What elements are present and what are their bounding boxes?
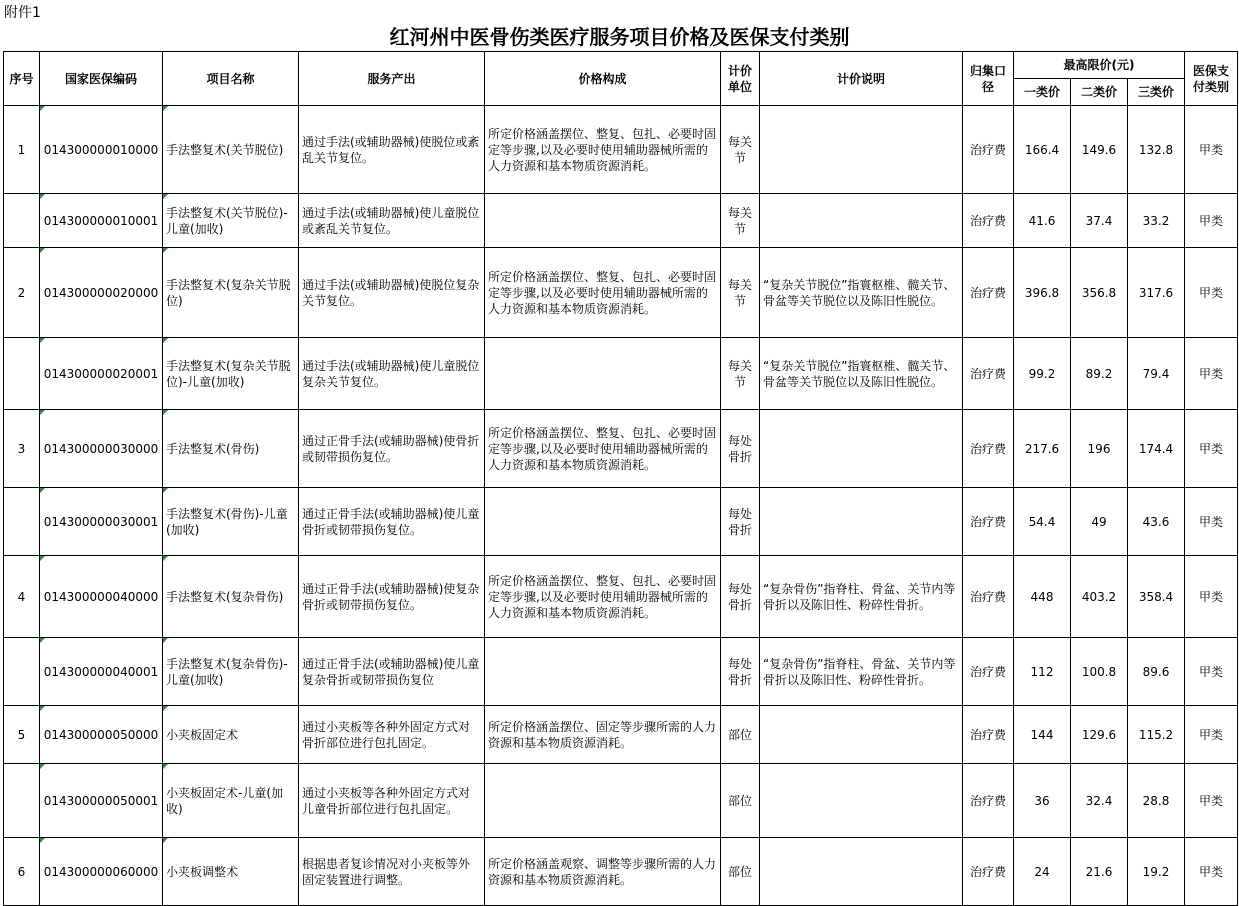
row-note: “复杂关节脱位”指寰枢椎、髋关节、骨盆等关节脱位以及陈旧性脱位。 — [760, 248, 963, 338]
row-code: 014300000030001 — [40, 488, 163, 556]
row-seq: 4 — [4, 556, 40, 638]
row-category: 治疗费 — [963, 838, 1014, 906]
row-category: 治疗费 — [963, 638, 1014, 706]
row-note: “复杂关节脱位”指寰枢椎、髋关节、骨盆等关节脱位以及陈旧性脱位。 — [760, 338, 963, 410]
row-payment: 甲类 — [1185, 106, 1238, 194]
table-row — [4, 248, 1238, 338]
row-note: “复杂骨伤”指脊柱、骨盆、关节内等骨折以及陈旧性、粉碎性骨折。 — [760, 556, 963, 638]
row-note — [760, 106, 963, 194]
row-note — [760, 706, 963, 764]
row-output: 通过正骨手法(或辅助器械)使骨折或韧带损伤复位。 — [299, 410, 485, 488]
page-title: 红河州中医骨伤类医疗服务项目价格及医保支付类别 — [389, 25, 850, 49]
table-row — [4, 410, 1238, 488]
row-code: 014300000040001 — [40, 638, 163, 706]
row-price-class1: 217.6 — [1014, 410, 1071, 488]
row-seq — [4, 338, 40, 410]
row-code: 014300000050000 — [40, 706, 163, 764]
header-output: 服务产出 — [299, 52, 485, 106]
row-code: 014300000050001 — [40, 764, 163, 838]
row-price-class1: 54.4 — [1014, 488, 1071, 556]
row-price-class2: 89.2 — [1071, 338, 1128, 410]
row-price-class1: 36 — [1014, 764, 1071, 838]
row-price-class1: 112 — [1014, 638, 1071, 706]
row-category: 治疗费 — [963, 488, 1014, 556]
row-payment: 甲类 — [1185, 410, 1238, 488]
header-price-composition: 价格构成 — [485, 52, 721, 106]
row-note — [760, 764, 963, 838]
row-payment: 甲类 — [1185, 764, 1238, 838]
row-name: 手法整复术(骨伤)-儿童(加收) — [163, 488, 299, 556]
header-category: 归集口径 — [963, 52, 1014, 106]
row-seq: 2 — [4, 248, 40, 338]
header-name: 项目名称 — [163, 52, 299, 106]
row-name: 手法整复术(复杂骨伤)-儿童(加收) — [163, 638, 299, 706]
row-output: 根据患者复诊情况对小夹板等外固定装置进行调整。 — [299, 838, 485, 906]
row-code: 014300000030000 — [40, 410, 163, 488]
row-note: “复杂骨伤”指脊柱、骨盆、关节内等骨折以及陈旧性、粉碎性骨折。 — [760, 638, 963, 706]
row-category: 治疗费 — [963, 706, 1014, 764]
row-unit: 每处骨折 — [721, 556, 760, 638]
header-seq: 序号 — [4, 52, 40, 106]
row-price-class1: 99.2 — [1014, 338, 1071, 410]
row-seq: 6 — [4, 838, 40, 906]
attachment-label: 附件1 — [4, 5, 41, 21]
row-unit: 每关节 — [721, 194, 760, 248]
row-name: 小夹板调整术 — [163, 838, 299, 906]
row-output: 通过手法(或辅助器械)使儿童脱位复杂关节复位。 — [299, 338, 485, 410]
row-seq: 5 — [4, 706, 40, 764]
row-price-composition — [485, 338, 721, 410]
row-category: 治疗费 — [963, 248, 1014, 338]
row-price-class2: 129.6 — [1071, 706, 1128, 764]
row-output: 通过小夹板等各种外固定方式对儿童骨折部位进行包扎固定。 — [299, 764, 485, 838]
header-unit: 计价单位 — [721, 52, 760, 106]
row-price-class2: 32.4 — [1071, 764, 1128, 838]
row-unit: 每处骨折 — [721, 410, 760, 488]
table-row — [4, 706, 1238, 764]
row-price-composition: 所定价格涵盖摆位、整复、包扎、必要时固定等步骤,以及必要时使用辅助器械所需的人力资源和基本物质资源消耗。 — [485, 556, 721, 638]
row-unit: 部位 — [721, 706, 760, 764]
row-category: 治疗费 — [963, 764, 1014, 838]
row-unit: 部位 — [721, 838, 760, 906]
row-name: 手法整复术(复杂关节脱位)-儿童(加收) — [163, 338, 299, 410]
row-price-class2: 149.6 — [1071, 106, 1128, 194]
row-price-class3: 79.4 — [1128, 338, 1185, 410]
row-seq — [4, 764, 40, 838]
header-class1: 一类价 — [1014, 79, 1071, 106]
row-price-class3: 174.4 — [1128, 410, 1185, 488]
row-code: 014300000010000 — [40, 106, 163, 194]
row-price-composition: 所定价格涵盖摆位、整复、包扎、必要时固定等步骤,以及必要时使用辅助器械所需的人力资源和基本物质资源消耗。 — [485, 248, 721, 338]
row-price-composition — [485, 488, 721, 556]
row-unit: 每处骨折 — [721, 488, 760, 556]
header-class2: 二类价 — [1071, 79, 1128, 106]
row-output: 通过手法(或辅助器械)使脱位复杂关节复位。 — [299, 248, 485, 338]
row-price-class1: 166.4 — [1014, 106, 1071, 194]
row-seq: 1 — [4, 106, 40, 194]
header-note: 计价说明 — [760, 52, 963, 106]
row-price-composition — [485, 764, 721, 838]
row-category: 治疗费 — [963, 556, 1014, 638]
row-unit: 每关节 — [721, 248, 760, 338]
row-unit: 每关节 — [721, 106, 760, 194]
row-name: 手法整复术(复杂骨伤) — [163, 556, 299, 638]
row-code: 014300000020001 — [40, 338, 163, 410]
row-price-class2: 21.6 — [1071, 838, 1128, 906]
row-note — [760, 488, 963, 556]
row-name: 小夹板固定术 — [163, 706, 299, 764]
price-table — [3, 51, 1238, 906]
row-price-class2: 356.8 — [1071, 248, 1128, 338]
row-price-class1: 41.6 — [1014, 194, 1071, 248]
row-price-class3: 33.2 — [1128, 194, 1185, 248]
row-name: 手法整复术(复杂关节脱位) — [163, 248, 299, 338]
table-row — [4, 488, 1238, 556]
row-name: 小夹板固定术-儿童(加收) — [163, 764, 299, 838]
row-payment: 甲类 — [1185, 638, 1238, 706]
row-note — [760, 838, 963, 906]
row-output: 通过手法(或辅助器械)使儿童脱位或紊乱关节复位。 — [299, 194, 485, 248]
row-name: 手法整复术(关节脱位) — [163, 106, 299, 194]
row-price-composition — [485, 638, 721, 706]
row-price-class1: 448 — [1014, 556, 1071, 638]
row-price-class3: 43.6 — [1128, 488, 1185, 556]
row-price-class2: 196 — [1071, 410, 1128, 488]
row-payment: 甲类 — [1185, 838, 1238, 906]
header-code: 国家医保编码 — [40, 52, 163, 106]
header-payment: 医保支付类别 — [1185, 52, 1238, 106]
table-row — [4, 106, 1238, 194]
row-payment: 甲类 — [1185, 556, 1238, 638]
row-output: 通过手法(或辅助器械)使脱位或紊乱关节复位。 — [299, 106, 485, 194]
row-category: 治疗费 — [963, 410, 1014, 488]
row-category: 治疗费 — [963, 194, 1014, 248]
row-payment: 甲类 — [1185, 706, 1238, 764]
table-row — [4, 838, 1238, 906]
row-seq — [4, 488, 40, 556]
row-payment: 甲类 — [1185, 194, 1238, 248]
row-category: 治疗费 — [963, 106, 1014, 194]
row-unit: 部位 — [721, 764, 760, 838]
row-price-class2: 37.4 — [1071, 194, 1128, 248]
row-price-class1: 396.8 — [1014, 248, 1071, 338]
row-price-composition: 所定价格涵盖摆位、固定等步骤所需的人力资源和基本物质资源消耗。 — [485, 706, 721, 764]
row-code: 014300000040000 — [40, 556, 163, 638]
row-seq — [4, 194, 40, 248]
row-payment: 甲类 — [1185, 248, 1238, 338]
row-price-class3: 28.8 — [1128, 764, 1185, 838]
row-unit: 每处骨折 — [721, 638, 760, 706]
row-output: 通过正骨手法(或辅助器械)使复杂骨折或韧带损伤复位。 — [299, 556, 485, 638]
table-row — [4, 638, 1238, 706]
row-price-class2: 100.8 — [1071, 638, 1128, 706]
table-row — [4, 556, 1238, 638]
row-price-composition: 所定价格涵盖观察、调整等步骤所需的人力资源和基本物质资源消耗。 — [485, 838, 721, 906]
row-code: 014300000020000 — [40, 248, 163, 338]
row-note — [760, 194, 963, 248]
row-price-class2: 49 — [1071, 488, 1128, 556]
row-payment: 甲类 — [1185, 338, 1238, 410]
row-price-composition: 所定价格涵盖摆位、整复、包扎、必要时固定等步骤,以及必要时使用辅助器械所需的人力资源和基本物质资源消耗。 — [485, 410, 721, 488]
table-row — [4, 338, 1238, 410]
header-class3: 三类价 — [1128, 79, 1185, 106]
table-row — [4, 194, 1238, 248]
row-price-class1: 24 — [1014, 838, 1071, 906]
row-code: 014300000060000 — [40, 838, 163, 906]
header-max-price: 最高限价(元) — [1014, 52, 1185, 79]
row-seq — [4, 638, 40, 706]
row-output: 通过小夹板等各种外固定方式对骨折部位进行包扎固定。 — [299, 706, 485, 764]
row-price-composition — [485, 194, 721, 248]
row-price-class1: 144 — [1014, 706, 1071, 764]
row-price-composition: 所定价格涵盖摆位、整复、包扎、必要时固定等步骤,以及必要时使用辅助器械所需的人力资源和基本物质资源消耗。 — [485, 106, 721, 194]
row-price-class3: 317.6 — [1128, 248, 1185, 338]
row-note — [760, 410, 963, 488]
row-price-class3: 115.2 — [1128, 706, 1185, 764]
table-row — [4, 764, 1238, 838]
row-price-class2: 403.2 — [1071, 556, 1128, 638]
row-category: 治疗费 — [963, 338, 1014, 410]
row-name: 手法整复术(骨伤) — [163, 410, 299, 488]
row-price-class3: 19.2 — [1128, 838, 1185, 906]
row-price-class3: 132.8 — [1128, 106, 1185, 194]
row-seq: 3 — [4, 410, 40, 488]
row-price-class3: 358.4 — [1128, 556, 1185, 638]
row-name: 手法整复术(关节脱位)-儿童(加收) — [163, 194, 299, 248]
row-output: 通过正骨手法(或辅助器械)使儿童复杂骨折或韧带损伤复位 — [299, 638, 485, 706]
row-price-class3: 89.6 — [1128, 638, 1185, 706]
row-output: 通过正骨手法(或辅助器械)使儿童骨折或韧带损伤复位。 — [299, 488, 485, 556]
row-payment: 甲类 — [1185, 488, 1238, 556]
row-code: 014300000010001 — [40, 194, 163, 248]
row-unit: 每关节 — [721, 338, 760, 410]
